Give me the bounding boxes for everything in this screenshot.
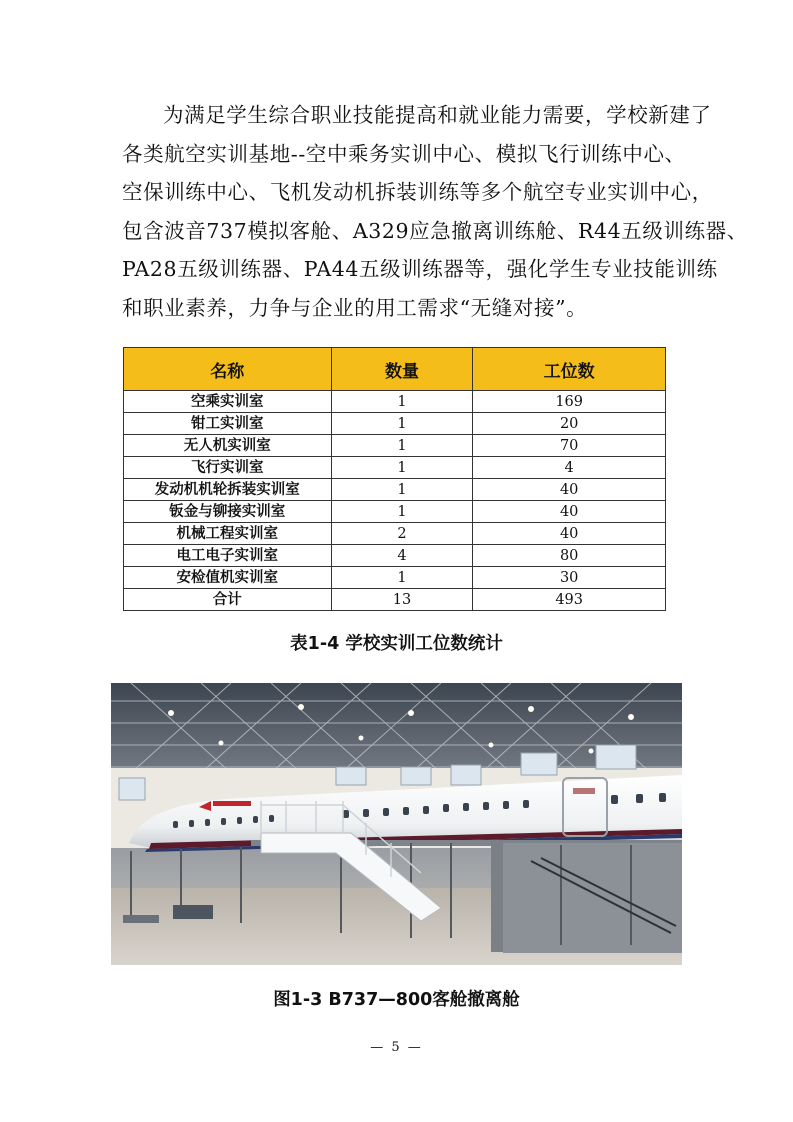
cell-name: 钣金与铆接实训室 <box>124 501 332 523</box>
table-header-row <box>124 348 666 391</box>
table-row <box>124 545 666 567</box>
training-stats-table <box>123 347 666 611</box>
table-row <box>124 501 666 523</box>
cell-name: 飞行实训室 <box>124 457 332 479</box>
table-row <box>124 479 666 501</box>
cell-name: 安检值机实训室 <box>124 567 332 589</box>
cell-quantity: 1 <box>331 567 473 589</box>
cell-name: 空乘实训室 <box>124 391 332 413</box>
table-row <box>124 391 666 413</box>
cell-stations: 4 <box>473 457 666 479</box>
cell-stations: 40 <box>473 479 666 501</box>
cell-quantity: 2 <box>331 523 473 545</box>
cell-name: 无人机实训室 <box>124 435 332 457</box>
cell-quantity: 1 <box>331 501 473 523</box>
paragraph-line: 和职业素养，力争与企业的用工需求“无缝对接”。 <box>122 295 588 320</box>
paragraph-line: PA28五级训练器、PA44五级训练器等，强化学生专业技能训练 <box>122 257 718 282</box>
intro-paragraph <box>122 96 748 328</box>
table-row <box>124 457 666 479</box>
table-total-row <box>124 589 666 611</box>
table-row <box>124 435 666 457</box>
cell-quantity: 1 <box>331 391 473 413</box>
cell-quantity: 1 <box>331 457 473 479</box>
cell-name: 发动机机轮拆装实训室 <box>124 479 332 501</box>
cell-stations: 493 <box>473 589 666 611</box>
cell-stations: 30 <box>473 567 666 589</box>
cell-quantity: 1 <box>331 413 473 435</box>
header-quantity: 数量 <box>331 348 473 391</box>
table-row <box>124 413 666 435</box>
cell-stations: 169 <box>473 391 666 413</box>
cell-name: 机械工程实训室 <box>124 523 332 545</box>
cell-quantity: 13 <box>331 589 473 611</box>
paragraph-line: 空保训练中心、飞机发动机拆装训练等多个航空专业实训中心， <box>122 180 713 205</box>
cell-name: 合计 <box>124 589 332 611</box>
paragraph-line: 为满足学生综合职业技能提高和就业能力需要，学校新建了 <box>163 103 712 127</box>
cell-quantity: 1 <box>331 435 473 457</box>
figure-caption: 图1-3 B737—800客舱撤离舱 <box>273 990 520 1010</box>
cell-stations: 40 <box>473 523 666 545</box>
page-number: — 5 — <box>370 1040 423 1055</box>
paragraph-line: 各类航空实训基地--空中乘务实训中心、模拟飞行训练中心、 <box>122 141 686 166</box>
paragraph-line: 包含波音737模拟客舱、A329应急撤离训练舱、R44五级训练器、 <box>122 218 748 243</box>
cell-name: 钳工实训室 <box>124 413 332 435</box>
table-row <box>124 567 666 589</box>
cell-quantity: 4 <box>331 545 473 567</box>
cell-stations: 40 <box>473 501 666 523</box>
cell-quantity: 1 <box>331 479 473 501</box>
cell-stations: 80 <box>473 545 666 567</box>
table-caption: 表1-4 学校实训工位数统计 <box>290 634 503 654</box>
header-stations: 工位数 <box>473 348 666 391</box>
cell-name: 电工电子实训室 <box>124 545 332 567</box>
table-row <box>124 523 666 545</box>
cell-stations: 70 <box>473 435 666 457</box>
header-name: 名称 <box>124 348 332 391</box>
cell-stations: 20 <box>473 413 666 435</box>
cabin-evacuation-trainer-photo <box>111 683 682 965</box>
